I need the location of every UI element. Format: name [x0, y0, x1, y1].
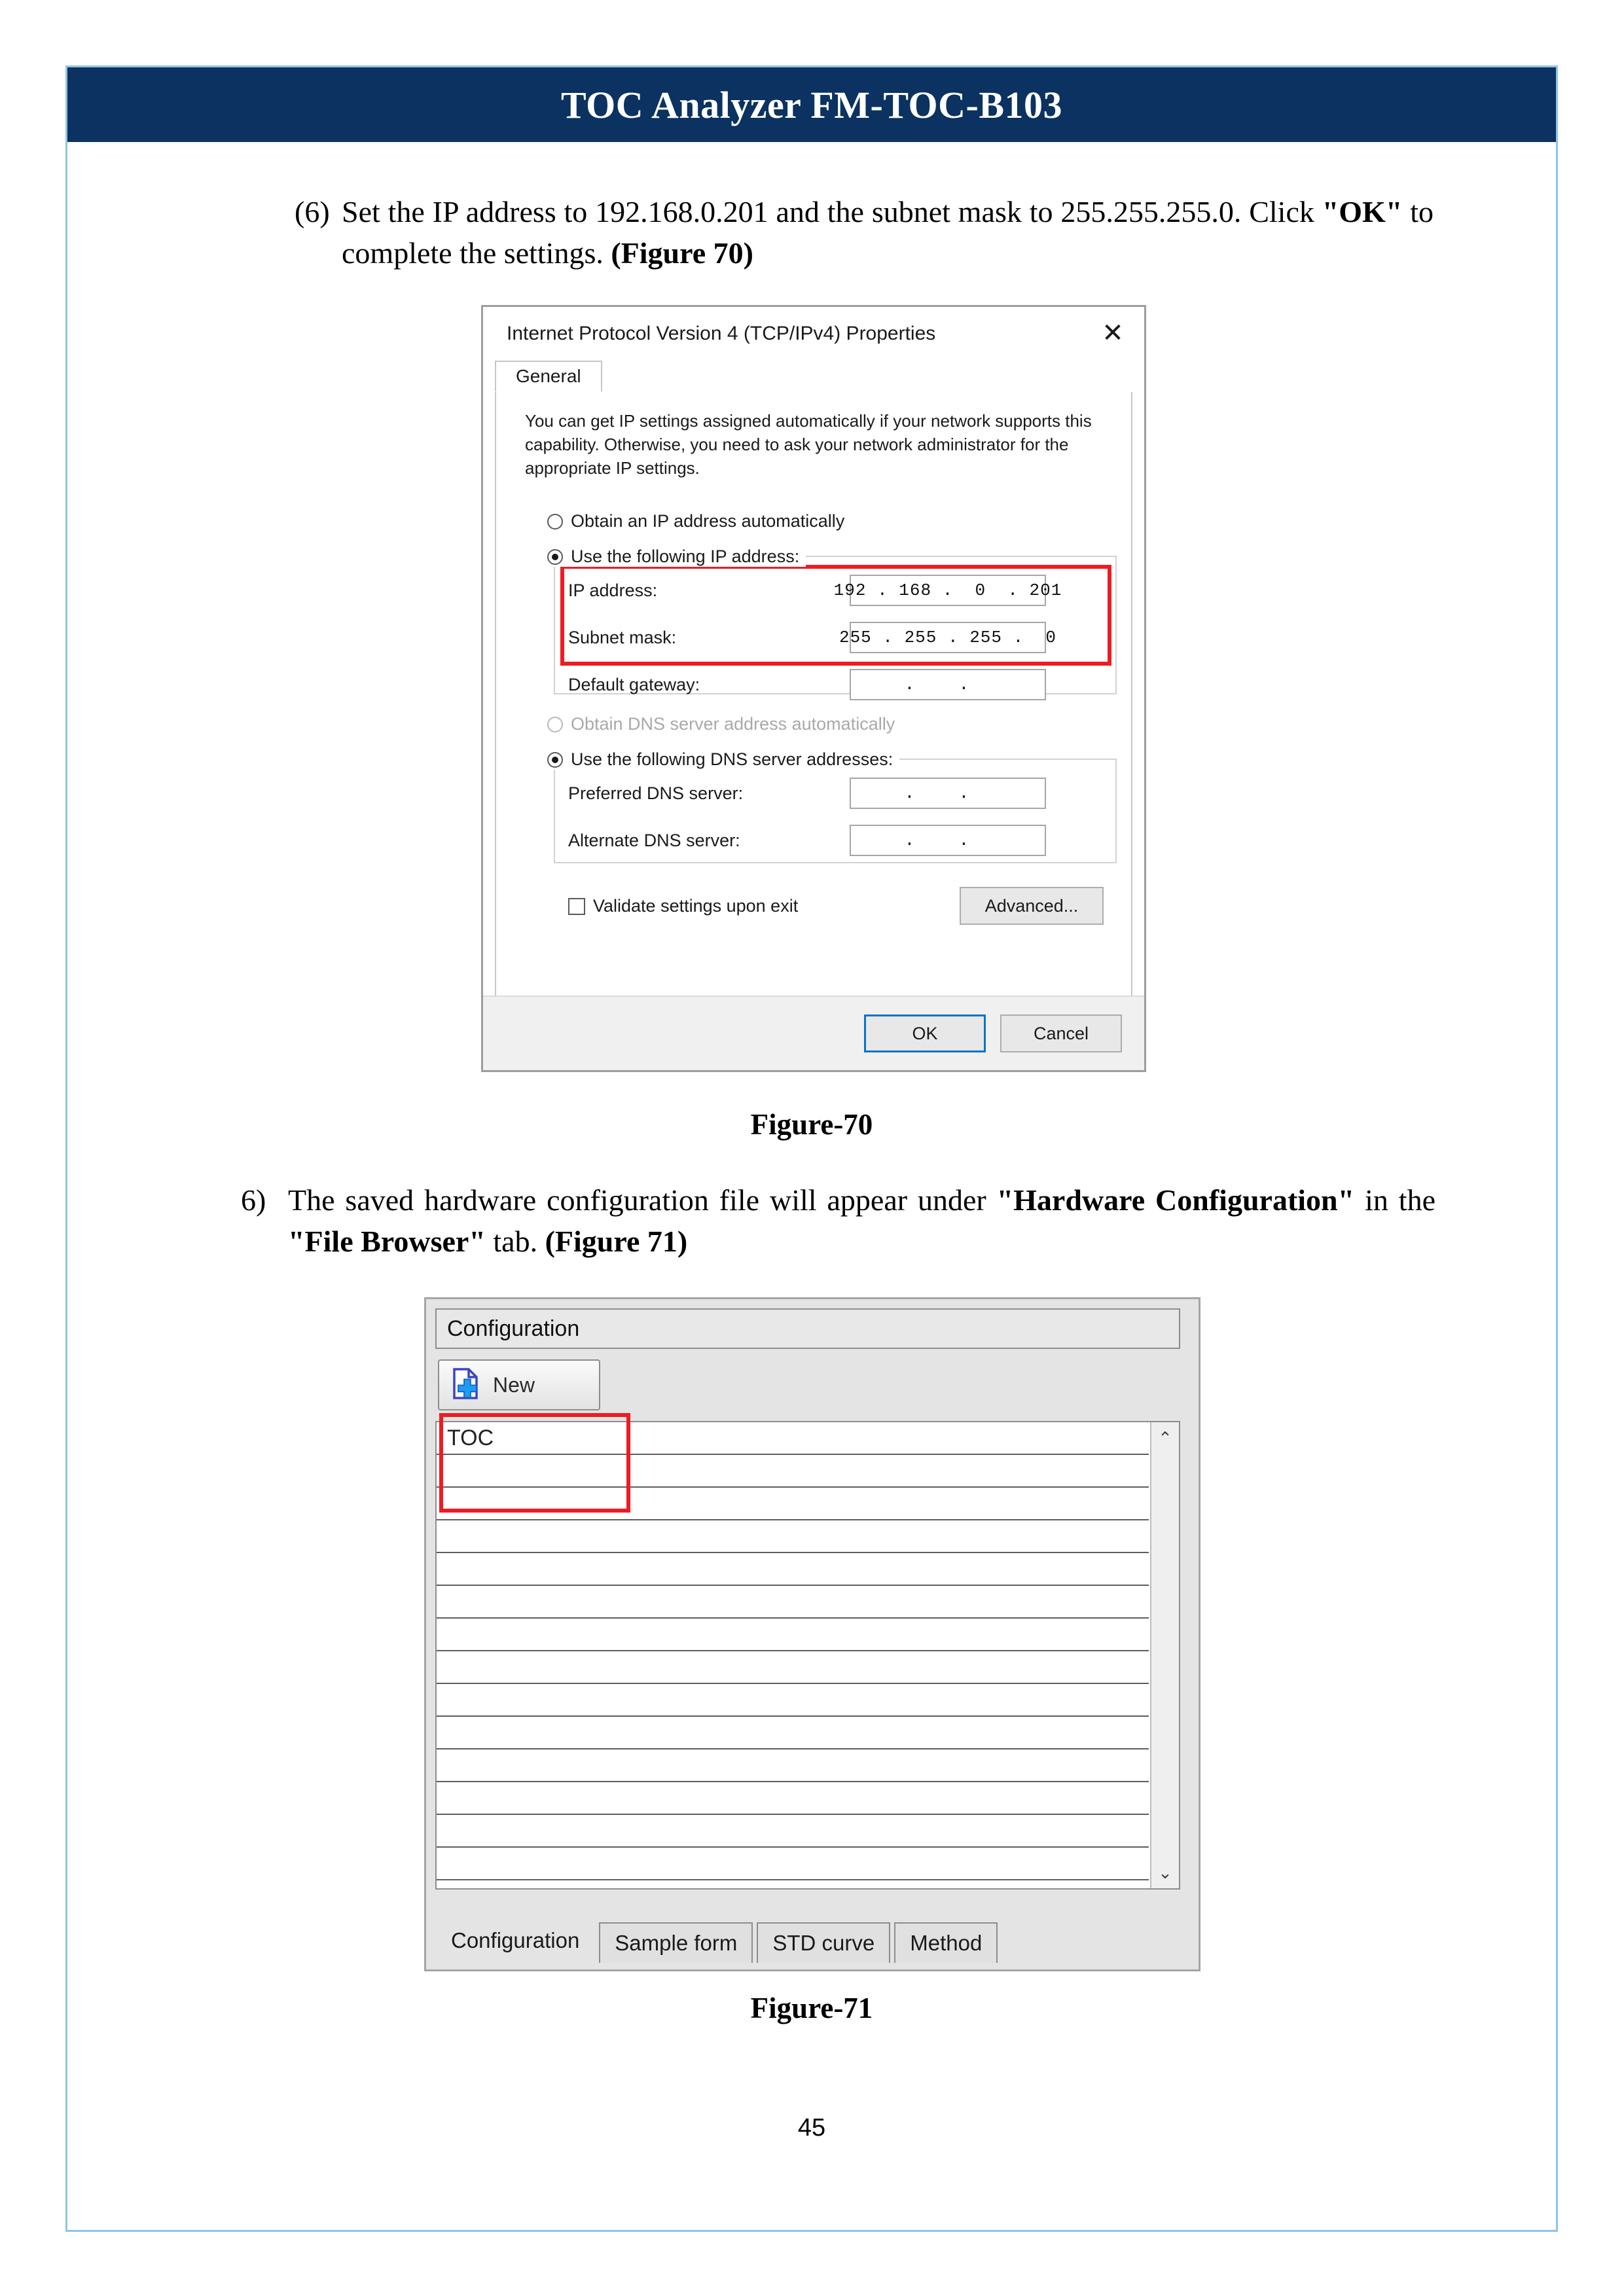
radio-obtain-ip-automatically[interactable]	[547, 511, 844, 531]
subnet-mask-label: Subnet mask:	[568, 627, 677, 647]
list-item[interactable]	[437, 1651, 1149, 1684]
ok-button[interactable]: OK	[864, 1014, 986, 1052]
preferred-dns-row	[568, 776, 1046, 811]
radio-label: Obtain an IP address automatically	[571, 511, 845, 531]
radio-icon	[547, 752, 563, 768]
para6b-bold-figref: (Figure 71)	[545, 1225, 688, 1258]
tab-general[interactable]: General	[495, 361, 602, 392]
ip-address-label: IP address:	[568, 580, 658, 600]
checkbox-icon	[568, 898, 585, 915]
ip-address-input[interactable]: 192 . 168 . 0 . 201	[850, 575, 1046, 606]
step-paragraph-6a	[295, 191, 1434, 274]
dialog-tabstrip	[495, 361, 1132, 393]
subnet-mask-row	[568, 620, 1057, 655]
chevron-up-icon[interactable]: ⌃	[1158, 1427, 1172, 1448]
figure-70-caption: Figure-70	[750, 1108, 873, 1141]
step-paragraph-6a-text	[342, 191, 1434, 274]
list-item[interactable]	[437, 1553, 1149, 1586]
cancel-button[interactable]: Cancel	[1000, 1014, 1122, 1052]
default-gateway-input[interactable]: . .	[850, 669, 1046, 700]
list-item[interactable]	[437, 1749, 1149, 1782]
list-item[interactable]	[437, 1880, 1149, 1890]
tab-page-general	[495, 392, 1132, 997]
page-title: TOC Analyzer FM-TOC-B103	[561, 83, 1062, 126]
list-marker: 6)	[241, 1183, 266, 1217]
preferred-dns-input[interactable]: . .	[850, 778, 1046, 809]
tcpip-properties-dialog	[481, 305, 1146, 1072]
default-gateway-row	[568, 667, 1046, 702]
new-button[interactable]	[438, 1359, 600, 1410]
alternate-dns-row	[568, 823, 1046, 858]
radio-obtain-dns-automatically[interactable]	[547, 714, 895, 734]
new-button-label: New	[493, 1372, 535, 1397]
advanced-button[interactable]: Advanced...	[960, 887, 1104, 925]
dialog-body	[483, 361, 1144, 1070]
page-header-banner	[67, 67, 1556, 142]
tab-configuration[interactable]: Configuration	[435, 1917, 595, 1963]
ip-address-row	[568, 573, 1062, 608]
validate-settings-checkbox-row[interactable]	[568, 896, 798, 916]
subnet-mask-input[interactable]: 255 . 255 . 255 . 0	[850, 622, 1046, 653]
para6b-bold-hwconfig: "Hardware Configuration"	[996, 1183, 1355, 1217]
dialog-title: Internet Protocol Version 4 (TCP/IPv4) Properties	[507, 323, 936, 344]
tab-sample-form[interactable]: Sample form	[599, 1922, 753, 1963]
list-item[interactable]	[437, 1586, 1149, 1619]
configuration-list[interactable]	[435, 1421, 1180, 1890]
validate-settings-label: Validate settings upon exit	[593, 896, 799, 916]
alternate-dns-input[interactable]: . .	[850, 825, 1046, 856]
list-item[interactable]	[437, 1848, 1149, 1880]
alternate-dns-label: Alternate DNS server:	[568, 830, 740, 850]
list-item[interactable]	[437, 1520, 1149, 1553]
tab-method[interactable]: Method	[894, 1922, 998, 1963]
new-document-icon	[451, 1367, 481, 1403]
para6a-part2: to complete the settings.	[342, 195, 1434, 270]
radio-use-following-ip[interactable]	[547, 547, 806, 567]
radio-icon	[547, 514, 563, 529]
radio-label: Use the following IP address:	[571, 547, 800, 566]
radio-icon	[547, 549, 563, 565]
para6b-part3: tab.	[485, 1225, 545, 1258]
para6b-part2: in the	[1354, 1183, 1435, 1217]
radio-use-following-dns[interactable]	[547, 749, 899, 770]
para6a-part1: Set the IP address to 192.168.0.201 and the subnet mask to 255.255.255.0. Click	[342, 195, 1322, 228]
radio-icon	[547, 717, 563, 732]
para6b-part1: The saved hardware configuration file will appear under	[288, 1183, 997, 1217]
tab-std-curve[interactable]: STD curve	[757, 1922, 890, 1963]
list-item[interactable]	[437, 1619, 1149, 1651]
list-item[interactable]	[437, 1488, 1149, 1520]
list-item[interactable]: TOC	[437, 1422, 1149, 1455]
radio-label: Obtain DNS server address automatically	[571, 714, 895, 734]
list-item[interactable]	[437, 1717, 1149, 1749]
page-number: 45	[797, 2114, 826, 2142]
preferred-dns-label: Preferred DNS server:	[568, 783, 744, 803]
configuration-header: Configuration	[435, 1308, 1180, 1349]
dialog-footer	[483, 996, 1144, 1070]
default-gateway-label: Default gateway:	[568, 674, 700, 694]
list-item[interactable]	[437, 1684, 1149, 1717]
list-marker: (6)	[295, 195, 330, 228]
list-item[interactable]	[437, 1782, 1149, 1815]
list-item[interactable]	[437, 1815, 1149, 1848]
list-scrollbar[interactable]	[1150, 1422, 1179, 1888]
dialog-intro-text: You can get IP settings assigned automatically if your network supports this capability. Otherwise, you need to ask your network administrator for the appropriate IP settings.	[525, 411, 1092, 478]
chevron-down-icon[interactable]: ⌄	[1158, 1862, 1172, 1882]
list-item[interactable]	[437, 1455, 1149, 1488]
dialog-titlebar	[483, 307, 1144, 361]
configuration-list-rows	[437, 1422, 1149, 1888]
step-paragraph-6b-text	[288, 1179, 1435, 1262]
step-paragraph-6b	[241, 1179, 1435, 1262]
para6a-bold-ok: "OK"	[1322, 195, 1403, 228]
configuration-tabstrip	[435, 1914, 1180, 1963]
configuration-panel	[424, 1297, 1200, 1971]
para6b-bold-filebrowser: "File Browser"	[288, 1225, 486, 1258]
radio-label: Use the following DNS server addresses:	[571, 749, 893, 769]
close-icon[interactable]: ✕	[1102, 319, 1124, 348]
para6a-bold-figref: (Figure 70)	[611, 236, 753, 270]
figure-71-caption: Figure-71	[750, 1992, 873, 2024]
